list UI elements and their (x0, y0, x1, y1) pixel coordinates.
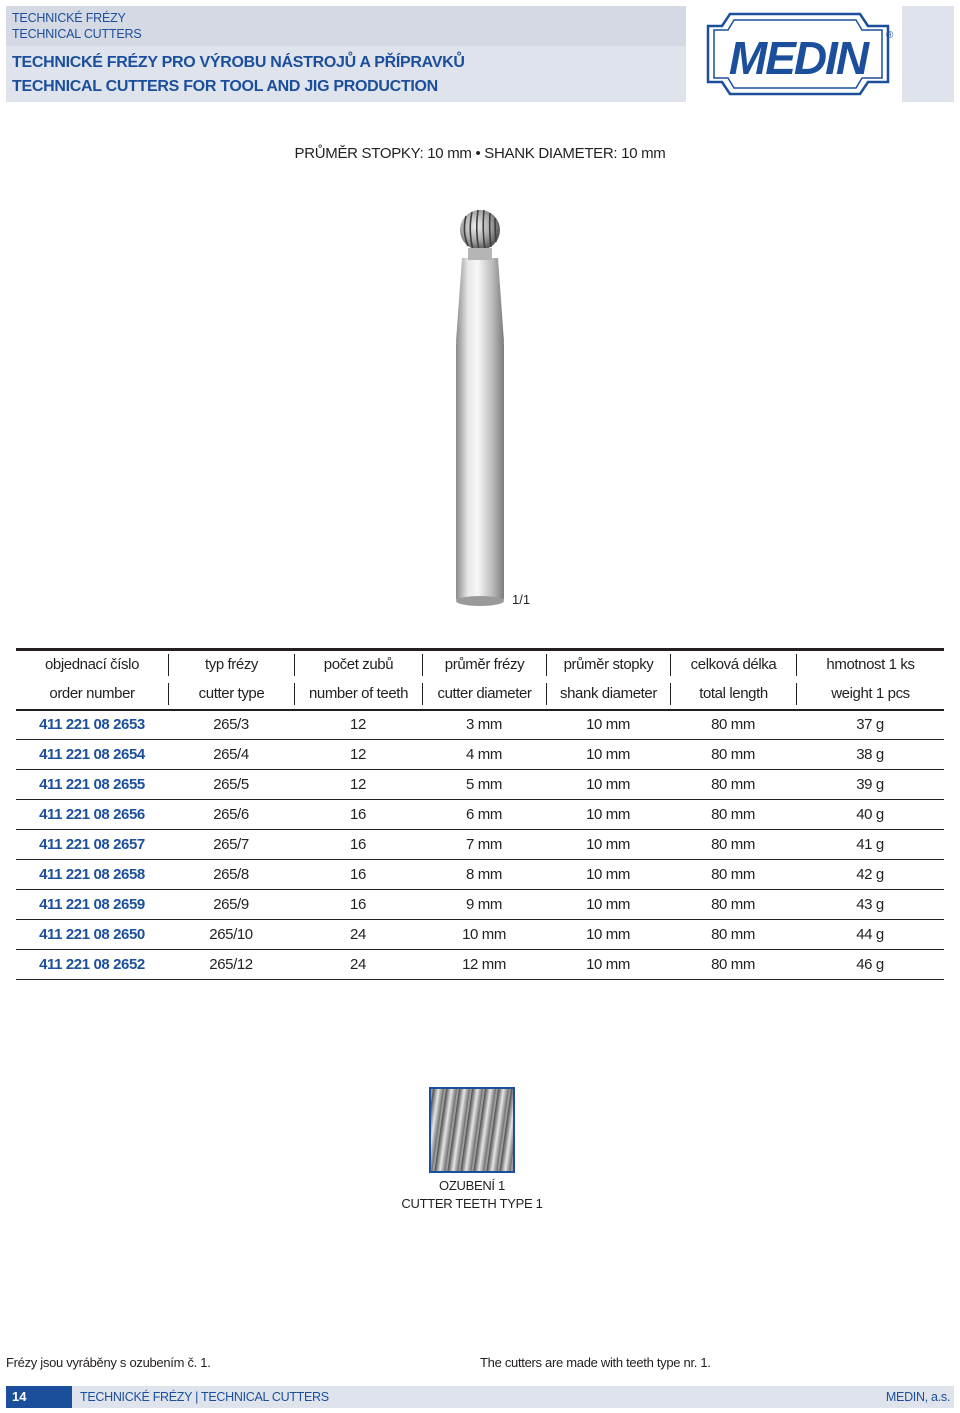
table-cell: 5 mm (422, 770, 546, 800)
table-cell: 80 mm (670, 860, 796, 890)
order-number-cell: 411 221 08 2659 (16, 890, 168, 920)
table-cell: 12 (294, 740, 422, 770)
table-cell: 43 g (796, 890, 944, 920)
header-cell: order number (16, 680, 168, 710)
table-row (16, 800, 944, 830)
table-row (16, 860, 944, 890)
table-cell: 12 (294, 770, 422, 800)
logo-text: MEDIN (728, 32, 868, 84)
registered-mark: ® (886, 30, 894, 41)
order-number-cell: 411 221 08 2657 (16, 830, 168, 860)
table-cell: 80 mm (670, 800, 796, 830)
table-cell: 265/6 (168, 800, 294, 830)
table-cell: 12 mm (422, 950, 546, 980)
table-cell: 46 g (796, 950, 944, 980)
header-right-block (902, 6, 954, 102)
table-cell: 10 mm (422, 920, 546, 950)
order-number-cell: 411 221 08 2656 (16, 800, 168, 830)
table-cell: 12 (294, 710, 422, 740)
header-cell: cutter type (168, 680, 294, 710)
order-number-cell: 411 221 08 2652 (16, 950, 168, 980)
header-cell: celková délka (670, 650, 796, 680)
table-row (16, 890, 944, 920)
header-cell: shank diameter (546, 680, 670, 710)
table-cell: 40 g (796, 800, 944, 830)
table-row (16, 770, 944, 800)
table-cell: 8 mm (422, 860, 546, 890)
table-cell: 16 (294, 860, 422, 890)
scale-label: 1/1 (512, 592, 531, 607)
teeth-pattern-icon (431, 1089, 513, 1171)
table-cell: 9 mm (422, 890, 546, 920)
table-cell: 265/4 (168, 740, 294, 770)
table-row (16, 830, 944, 860)
table-cell: 7 mm (422, 830, 546, 860)
teeth-pattern-image (429, 1087, 515, 1173)
table-cell: 16 (294, 830, 422, 860)
table-row (16, 920, 944, 950)
table-cell: 80 mm (670, 950, 796, 980)
table-cell: 10 mm (546, 710, 670, 740)
footer-company: MEDIN, a.s. (885, 1390, 950, 1404)
teeth-label-cz: OZUBENÍ 1 (439, 1178, 505, 1193)
header-cell: number of teeth (294, 680, 422, 710)
table-cell: 10 mm (546, 950, 670, 980)
shank-diameter-title: PRŮMĚR STOPKY: 10 mm • SHANK DIAMETER: 10 mm (294, 145, 666, 162)
header-cell: total length (670, 680, 796, 710)
page-title-en: TECHNICAL CUTTERS FOR TOOL AND JIG PRODUCTION (12, 78, 438, 95)
header-cell: objednací číslo (16, 650, 168, 680)
table-cell: 39 g (796, 770, 944, 800)
note-en: The cutters are made with teeth type nr. 1. (480, 1355, 711, 1370)
table-cell: 10 mm (546, 740, 670, 770)
table-cell: 44 g (796, 920, 944, 950)
table-row (16, 710, 944, 740)
order-number-cell: 411 221 08 2658 (16, 860, 168, 890)
category-cz: TECHNICKÉ FRÉZY (12, 11, 126, 25)
order-number-cell: 411 221 08 2650 (16, 920, 168, 950)
table-cell: 80 mm (670, 710, 796, 740)
page-title-cz: TECHNICKÉ FRÉZY PRO VÝROBU NÁSTROJŮ A PŘÍPRAVKŮ (12, 54, 465, 71)
order-number-cell: 411 221 08 2654 (16, 740, 168, 770)
medin-logo (700, 8, 896, 100)
table-row (16, 740, 944, 770)
header-cell: počet zubů (294, 650, 422, 680)
table-cell: 80 mm (670, 890, 796, 920)
spec-table (16, 648, 944, 980)
table-cell: 10 mm (546, 830, 670, 860)
table-cell: 80 mm (670, 920, 796, 950)
table-cell: 10 mm (546, 920, 670, 950)
header-cell: typ frézy (168, 650, 294, 680)
cutter-illustration (440, 200, 520, 610)
table-cell: 37 g (796, 710, 944, 740)
table-cell: 6 mm (422, 800, 546, 830)
table-cell: 80 mm (670, 830, 796, 860)
table-cell: 10 mm (546, 860, 670, 890)
table-cell: 265/9 (168, 890, 294, 920)
table-cell: 42 g (796, 860, 944, 890)
page-number: 14 (6, 1386, 72, 1408)
table-cell: 265/12 (168, 950, 294, 980)
table-cell: 265/5 (168, 770, 294, 800)
footer-section: TECHNICKÉ FRÉZY | TECHNICAL CUTTERS (80, 1390, 329, 1404)
order-number-cell: 411 221 08 2653 (16, 710, 168, 740)
table-cell: 265/8 (168, 860, 294, 890)
teeth-label-en: CUTTER TEETH TYPE 1 (401, 1196, 543, 1211)
note-cz: Frézy jsou vyráběny s ozubením č. 1. (6, 1355, 211, 1370)
header-cell: cutter diameter (422, 680, 546, 710)
table-cell: 24 (294, 920, 422, 950)
table-cell: 80 mm (670, 770, 796, 800)
header-row-en (16, 680, 944, 710)
table-cell: 24 (294, 950, 422, 980)
table-cell: 10 mm (546, 770, 670, 800)
header-cell: weight 1 pcs (796, 680, 944, 710)
order-number-cell: 411 221 08 2655 (16, 770, 168, 800)
table-cell: 265/7 (168, 830, 294, 860)
table-cell: 10 mm (546, 800, 670, 830)
header-cell: průměr frézy (422, 650, 546, 680)
header-row-cz (16, 650, 944, 680)
table-row (16, 950, 944, 980)
table-cell: 265/10 (168, 920, 294, 950)
header-cell: průměr stopky (546, 650, 670, 680)
table-cell: 4 mm (422, 740, 546, 770)
category-en: TECHNICAL CUTTERS (12, 27, 142, 41)
table-cell: 3 mm (422, 710, 546, 740)
table-cell: 16 (294, 800, 422, 830)
table-cell: 10 mm (546, 890, 670, 920)
table-cell: 41 g (796, 830, 944, 860)
header-cell: hmotnost 1 ks (796, 650, 944, 680)
table-cell: 38 g (796, 740, 944, 770)
table-cell: 80 mm (670, 740, 796, 770)
table-cell: 16 (294, 890, 422, 920)
table-cell: 265/3 (168, 710, 294, 740)
